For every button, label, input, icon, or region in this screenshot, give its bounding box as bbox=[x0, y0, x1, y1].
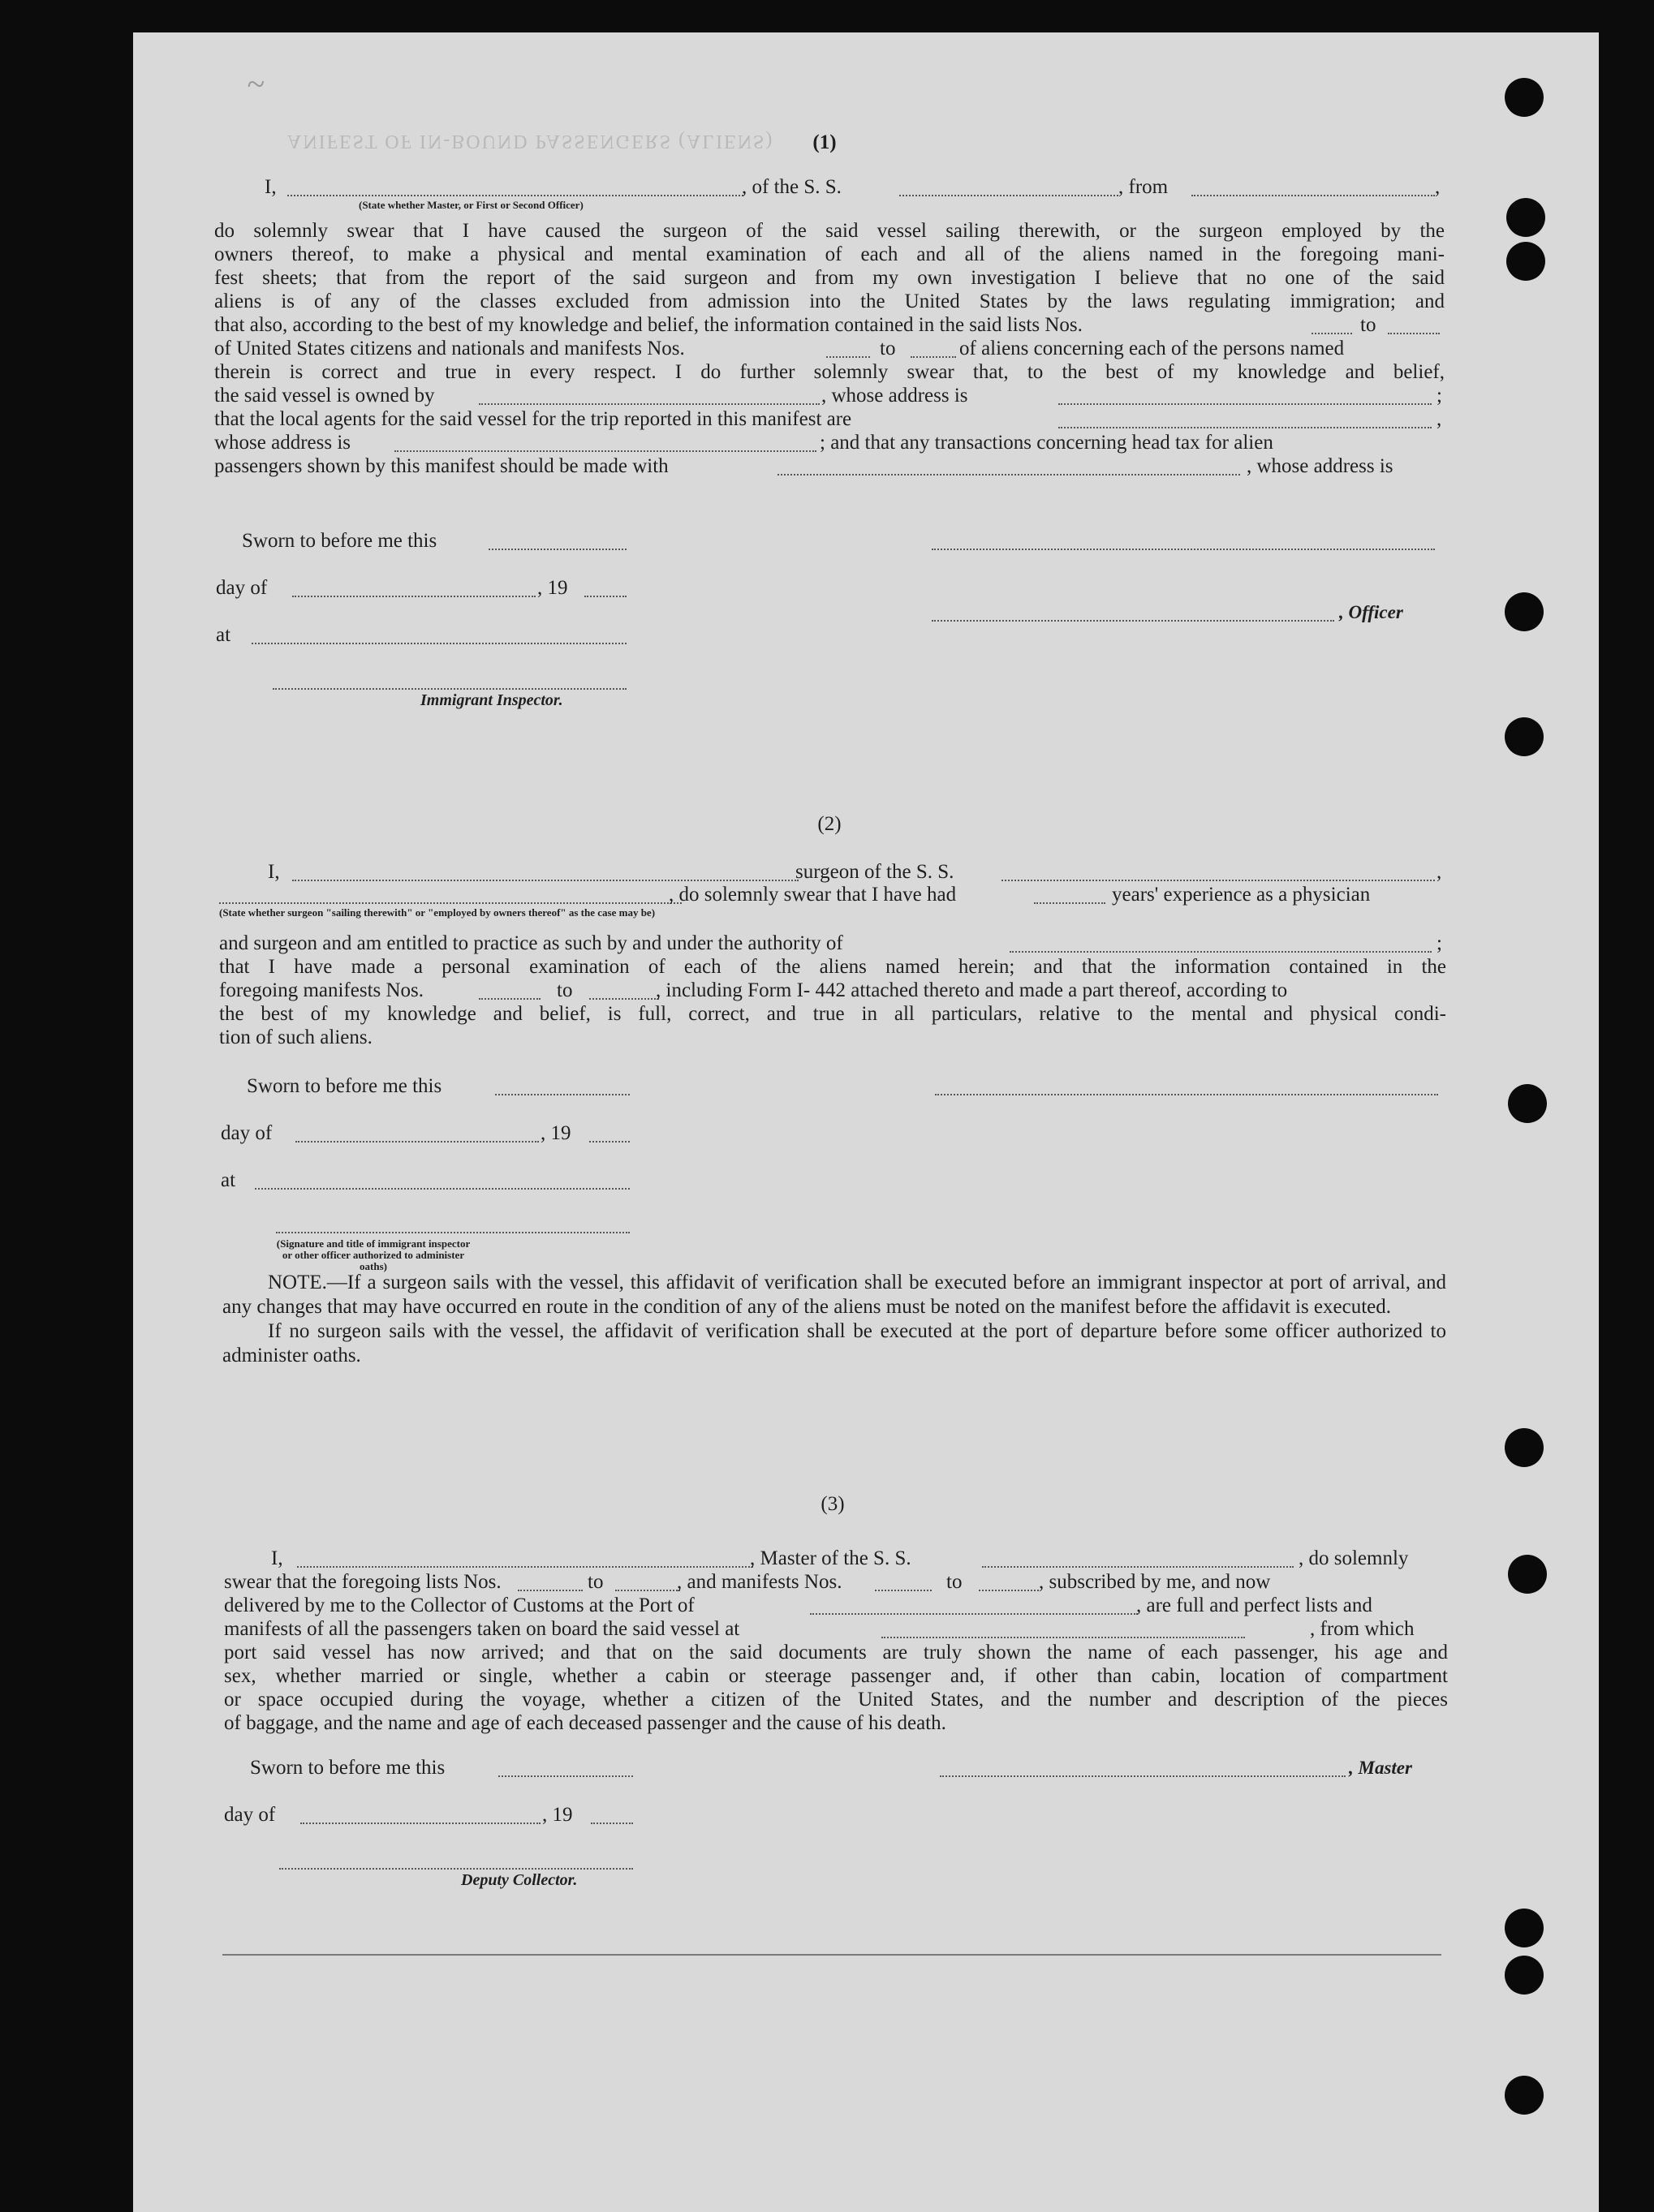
s2-sworn: Sworn to before me this bbox=[247, 1075, 442, 1097]
s1-semicolon: ; bbox=[1436, 385, 1442, 407]
section3-heading: (3) bbox=[821, 1493, 845, 1515]
s2-including-form: , including Form I- 442 attached thereto and made a part thereof, according to bbox=[656, 979, 1288, 1001]
s2-i: I, bbox=[268, 861, 280, 883]
s2-do-solemnly: , do solemnly swear that I have had bbox=[669, 884, 957, 906]
s3-master: , Master bbox=[1349, 1758, 1412, 1778]
s3-swear-that: swear that the foregoing lists Nos. bbox=[224, 1571, 502, 1593]
s3-master-of-ss: , Master of the S. S. bbox=[750, 1547, 911, 1569]
s2-nineteen: , 19 bbox=[541, 1122, 571, 1144]
s2-to: to bbox=[557, 979, 573, 1001]
s3-year-field[interactable] bbox=[591, 1823, 633, 1824]
binder-hole bbox=[1508, 1084, 1547, 1123]
binder-hole bbox=[1505, 2076, 1544, 2115]
s1-comma-2: , bbox=[1436, 408, 1442, 430]
s3-manifests-from-field[interactable] bbox=[875, 1590, 932, 1591]
from-port-field[interactable] bbox=[1191, 195, 1435, 196]
s1-line-2: owners thereof, to make a physical and mental examination of each and all of the aliens named in the foregoing mani- bbox=[214, 243, 1445, 265]
s1-of-the-ss: , of the S. S. bbox=[742, 176, 842, 198]
s2-vessel-field[interactable] bbox=[1001, 880, 1435, 881]
s2-and-surgeon: and surgeon and am entitled to practice as such by and under the authority of bbox=[219, 932, 843, 954]
master-name-field[interactable] bbox=[297, 1566, 753, 1568]
s1-whose-address-2: whose address is bbox=[214, 432, 351, 454]
s1-passengers-shown: passengers shown by this manifest should be made with bbox=[214, 455, 669, 477]
s1-whose-address: , whose address is bbox=[821, 385, 968, 407]
s1-head-tax: ; and that any transactions concerning head tax for alien bbox=[820, 432, 1273, 454]
s2-day-of: day of bbox=[221, 1122, 273, 1144]
lists-from-field[interactable] bbox=[1312, 333, 1352, 334]
s1-comma: , bbox=[1435, 176, 1441, 198]
binder-hole bbox=[1505, 1428, 1544, 1467]
s1-line-6: of United States citizens and nationals and manifests Nos. bbox=[214, 338, 685, 359]
s2-that-i-have: that I have made a personal examination of each of the aliens named herein; and that the information contained in the bbox=[219, 956, 1446, 978]
section1-heading: (1) bbox=[812, 131, 837, 153]
pencil-mark: ~ bbox=[247, 66, 265, 102]
surgeon-name-field[interactable] bbox=[292, 880, 799, 881]
s2-comma: , bbox=[1436, 861, 1442, 883]
binder-hole bbox=[1505, 78, 1544, 117]
s3-full-and-perfect: , are full and perfect lists and bbox=[1136, 1594, 1372, 1616]
s2-signature-field[interactable] bbox=[935, 1094, 1438, 1095]
years-experience-field[interactable] bbox=[1034, 902, 1105, 904]
s2-sworn-date-field[interactable] bbox=[495, 1094, 630, 1095]
s1-nineteen: , 19 bbox=[537, 577, 568, 599]
s3-manifests-to-field[interactable] bbox=[979, 1590, 1039, 1591]
s1-year-field[interactable] bbox=[584, 596, 627, 597]
s1-officer-field[interactable] bbox=[932, 620, 1334, 622]
s3-to: to bbox=[588, 1571, 604, 1593]
head-tax-contact-field[interactable] bbox=[777, 474, 1240, 476]
s3-lists-to-field[interactable] bbox=[615, 1590, 680, 1591]
manifest-reverse-page bbox=[133, 32, 1599, 2212]
s2-at: at bbox=[221, 1169, 236, 1191]
s3-subscribed: , subscribed by me, and now bbox=[1039, 1571, 1271, 1593]
binder-hole bbox=[1505, 717, 1544, 756]
master-signature-field[interactable] bbox=[940, 1775, 1346, 1777]
s3-manifests-of-all: manifests of all the passengers taken on board the said vessel at bbox=[224, 1618, 740, 1640]
s3-sworn: Sworn to before me this bbox=[250, 1757, 446, 1779]
s1-line-5: that also, according to the best of my knowledge and belief, the information contained in the said lists Nos. bbox=[214, 314, 1083, 336]
s3-rest-1: port said vessel has now arrived; and that on the said documents are truly shown the name of each passenger, his age and bbox=[224, 1642, 1448, 1663]
s3-rest-2: sex, whether married or single, whether a cabin or steerage passenger and, if other than cabin, location of compartment bbox=[224, 1665, 1448, 1687]
s3-day-field[interactable] bbox=[300, 1823, 541, 1824]
s2-best-of: the best of my knowledge and belief, is full, correct, and true in all particulars, relative to the mental and physical condi- bbox=[219, 1003, 1446, 1025]
binder-hole bbox=[1505, 1909, 1544, 1947]
manifests-to-field[interactable] bbox=[911, 356, 956, 358]
agents-address-field[interactable] bbox=[394, 450, 816, 452]
bleed-through-text: ANIFEST OF IN-BOUND PASSENGERS (ALIENS) bbox=[287, 131, 774, 152]
s2-years-experience: years' experience as a physician bbox=[1112, 884, 1371, 906]
s2-tion-of: tion of such aliens. bbox=[219, 1026, 373, 1048]
s2-at-field[interactable] bbox=[255, 1188, 630, 1190]
immigrant-inspector-signature[interactable] bbox=[273, 688, 627, 690]
s1-to: to bbox=[1360, 314, 1376, 336]
note-block bbox=[222, 1271, 1446, 1368]
note-paragraph-1: NOTE.—If a surgeon sails with the vessel, this affidavit of verification shall be executed before an immigrant inspector at port of arrival, and any changes that may have occurred en route in the condition of any of the aliens must be noted on the manifest before the affidavit is executed. bbox=[222, 1272, 1446, 1318]
s3-delivered: delivered by me to the Collector of Customs at the Port of bbox=[224, 1594, 695, 1616]
binder-hole bbox=[1506, 198, 1545, 237]
s3-rest-3: or space occupied during the voyage, whether a citizen of the United States, and the number and description of the pieces bbox=[224, 1689, 1448, 1711]
s2-surgeon-of-ss: surgeon of the S. S. bbox=[795, 861, 954, 883]
officer-field[interactable] bbox=[287, 195, 743, 196]
s2-inspector-signature[interactable] bbox=[276, 1232, 630, 1233]
note-paragraph-2: If no surgeon sails with the vessel, the affidavit of verification shall be executed at the port of departure before some officer authorized to administer oaths. bbox=[222, 1320, 1446, 1366]
s1-line-3: fest sheets; that from the report of the said surgeon and from my own investigation I believe that no one of the said bbox=[214, 267, 1445, 289]
practice-authority-field[interactable] bbox=[1010, 951, 1432, 953]
s1-sworn: Sworn to before me this bbox=[242, 530, 437, 552]
s1-sworn-date-field[interactable] bbox=[489, 549, 627, 550]
s1-at: at bbox=[216, 624, 231, 646]
s3-day-of: day of bbox=[224, 1804, 276, 1826]
s3-do-solemnly: , do solemnly bbox=[1299, 1547, 1409, 1569]
s1-to-2: to bbox=[880, 338, 896, 359]
manifests-from-field[interactable] bbox=[826, 356, 870, 358]
s3-from-which: , from which bbox=[1310, 1618, 1415, 1640]
s1-of-aliens: of aliens concerning each of the persons named bbox=[959, 338, 1345, 359]
owner-address-field[interactable] bbox=[1058, 403, 1432, 405]
officer-note: (State whether Master, or First or Second Officer) bbox=[359, 199, 584, 211]
s1-signature-field[interactable] bbox=[932, 549, 1435, 550]
s3-sworn-date-field[interactable] bbox=[498, 1775, 633, 1777]
s1-day-field[interactable] bbox=[292, 596, 536, 597]
lists-to-field[interactable] bbox=[1388, 333, 1440, 334]
deputy-collector-label: Deputy Collector. bbox=[461, 1871, 578, 1889]
owner-field[interactable] bbox=[479, 403, 820, 405]
embarkation-port-field[interactable] bbox=[881, 1637, 1245, 1638]
s2-manifests-from-field[interactable] bbox=[479, 998, 541, 1000]
s3-rest-4: of baggage, and the name and age of each deceased passenger and the cause of his death. bbox=[224, 1712, 946, 1734]
s1-owned-by: the said vessel is owned by bbox=[214, 385, 435, 407]
s2-day-field[interactable] bbox=[295, 1141, 539, 1143]
s1-at-field[interactable] bbox=[252, 643, 627, 644]
s1-from: , from bbox=[1118, 176, 1169, 198]
port-of-customs-field[interactable] bbox=[810, 1613, 1138, 1615]
deputy-collector-signature[interactable] bbox=[279, 1868, 633, 1870]
local-agents-field[interactable] bbox=[1058, 427, 1432, 428]
s2-manifests-to-field[interactable] bbox=[589, 998, 659, 1000]
s1-local-agents: that the local agents for the said vessel for the trip reported in this manifest are bbox=[214, 408, 852, 430]
s1-line-1: do solemnly swear that I have caused the surgeon of the said vessel sailing therewith, or the surgeon employed by the bbox=[214, 220, 1445, 242]
signature-title-note: (Signature and title of immigrant inspector or other officer authorized to administer oaths) bbox=[276, 1237, 471, 1272]
immigrant-inspector-label: Immigrant Inspector. bbox=[420, 691, 563, 709]
s2-year-field[interactable] bbox=[589, 1141, 630, 1143]
s1-line-7: therein is correct and true in every respect. I do further solemnly swear that, to the best of my knowledge and belief, bbox=[214, 361, 1445, 383]
s2-semicolon: ; bbox=[1436, 932, 1442, 954]
binder-hole bbox=[1506, 242, 1545, 281]
s1-officer: , Officer bbox=[1339, 602, 1403, 622]
s1-day-of: day of bbox=[216, 577, 268, 599]
s1-line-4: aliens is of any of the classes excluded from admission into the United States by the laws regulating immigration; and bbox=[214, 290, 1445, 312]
s3-to-2: to bbox=[946, 1571, 963, 1593]
s3-vessel-field[interactable] bbox=[982, 1566, 1294, 1568]
surgeon-note: (State whether surgeon "sailing therewith" or "employed by owners thereof" as the case may be) bbox=[219, 906, 656, 919]
s3-lists-from-field[interactable] bbox=[518, 1590, 583, 1591]
binder-hole bbox=[1508, 1555, 1547, 1594]
binder-hole bbox=[1505, 1956, 1544, 1995]
vessel-name-field[interactable] bbox=[899, 195, 1118, 196]
s1-whose-address-3: , whose address is bbox=[1247, 455, 1393, 477]
s3-and-manifests: , and manifests Nos. bbox=[677, 1571, 842, 1593]
s1-i: I, bbox=[265, 176, 277, 198]
s2-foregoing-manifests: foregoing manifests Nos. bbox=[219, 979, 424, 1001]
bottom-rule bbox=[222, 1954, 1441, 1956]
s3-nineteen: , 19 bbox=[542, 1804, 573, 1826]
binder-hole bbox=[1505, 592, 1544, 631]
s3-i: I, bbox=[271, 1547, 283, 1569]
surgeon-status-field[interactable] bbox=[219, 902, 682, 904]
section2-heading: (2) bbox=[817, 813, 842, 835]
